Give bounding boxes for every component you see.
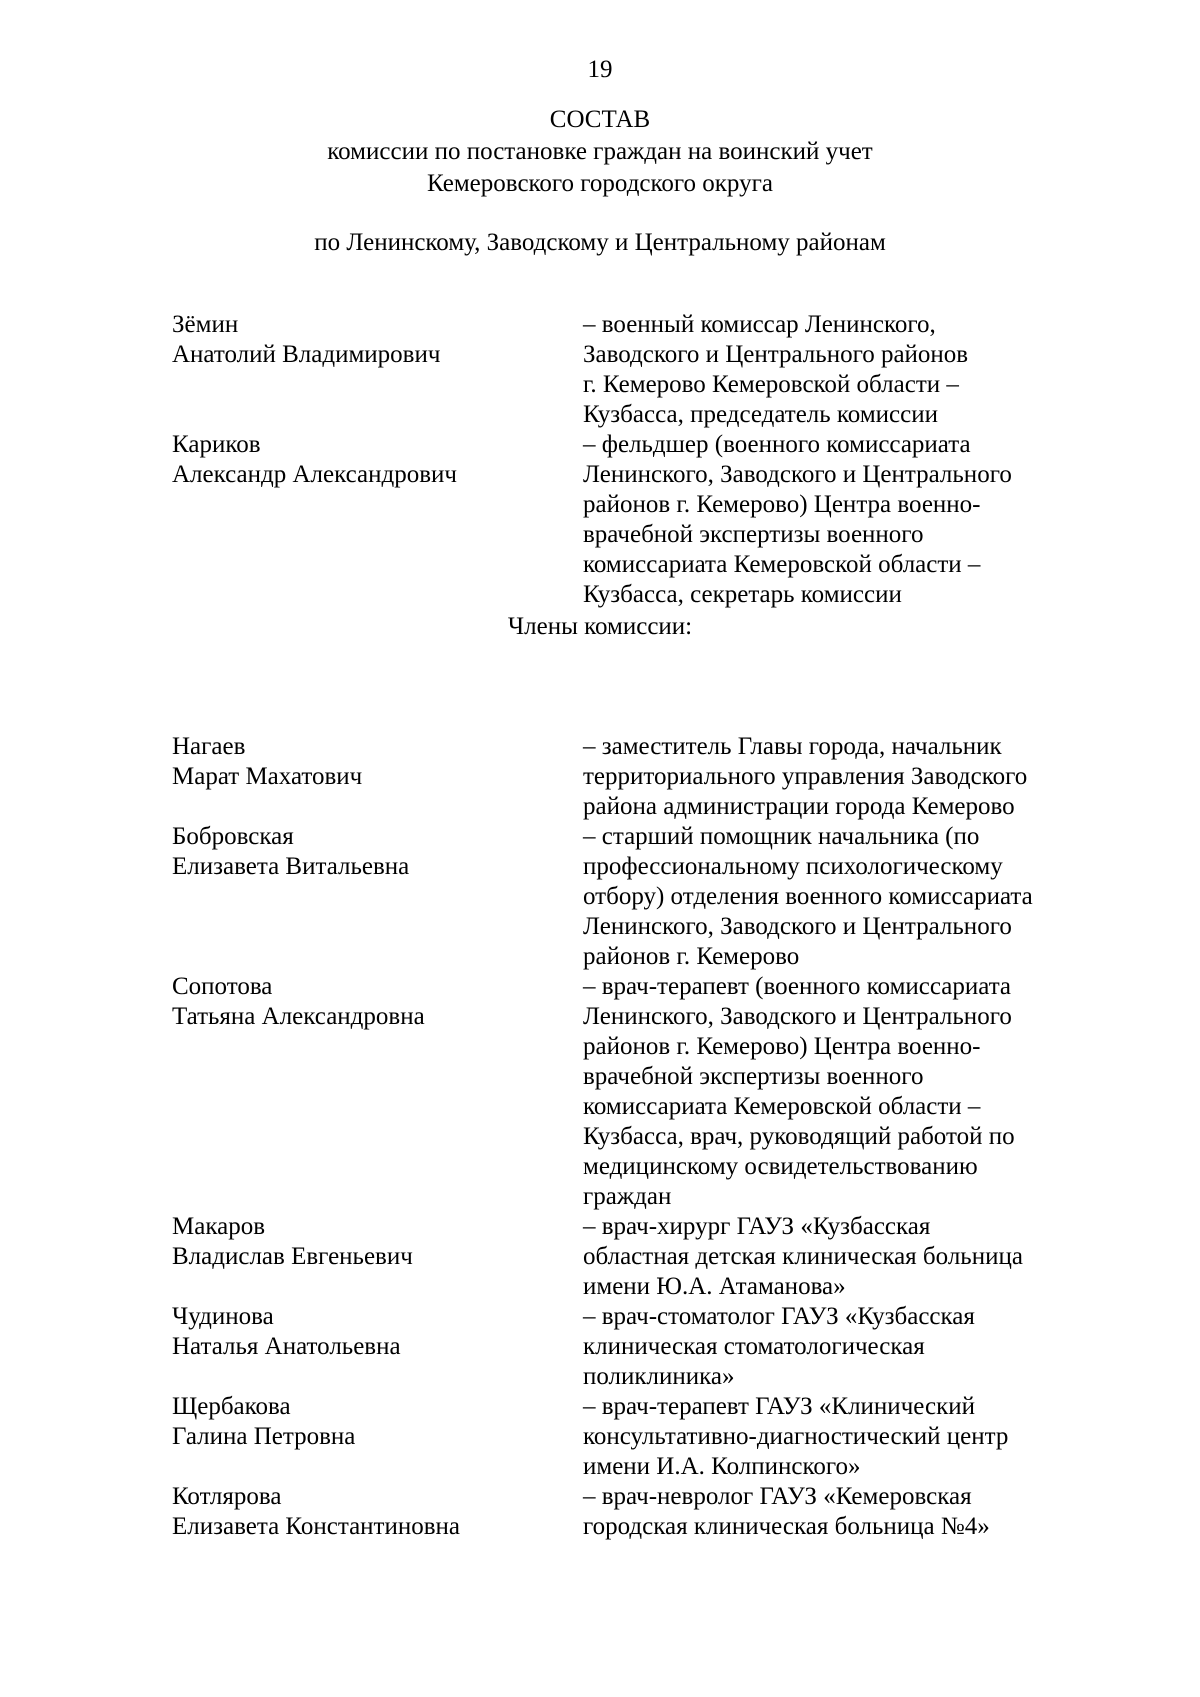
- person-role: [583, 1482, 1132, 1542]
- person-given-names: Елизавета Константиновна: [172, 1513, 461, 1540]
- role-line: клиническая стоматологическая: [583, 1333, 925, 1360]
- person-surname: Бобровская: [172, 823, 294, 850]
- person-entry: [172, 822, 1132, 972]
- person-entry: [172, 1212, 1132, 1302]
- person-role: [583, 1212, 1132, 1302]
- page-number: 19: [587, 56, 613, 83]
- person-role: [583, 310, 1132, 430]
- person-entry: [172, 972, 1132, 1212]
- role-line: – военный комиссар Ленинского,: [583, 311, 936, 338]
- role-line: граждан: [583, 1183, 672, 1210]
- person-name: [172, 1212, 583, 1302]
- person-role: [583, 430, 1132, 610]
- person-given-names: Галина Петровна: [172, 1423, 356, 1450]
- heading-line-3: Кемеровского городского округа: [427, 170, 773, 197]
- role-line: территориального управления Заводского: [583, 763, 1028, 790]
- person-surname: Щербакова: [172, 1393, 291, 1420]
- person-surname: Зёмин: [172, 311, 239, 338]
- person-given-names: Марат Махатович: [172, 763, 363, 790]
- role-line: – врач-стоматолог ГАУЗ «Кузбасская: [583, 1303, 975, 1330]
- role-line: Кузбасса, председатель комиссии: [583, 401, 938, 428]
- role-line: Кузбасса, врач, руководящий работой по: [583, 1123, 1015, 1150]
- role-line: – врач-невролог ГАУЗ «Кемеровская: [583, 1483, 972, 1510]
- role-line: Ленинского, Заводского и Центрального: [583, 461, 1012, 488]
- person-name: [172, 972, 583, 1212]
- person-given-names: Анатолий Владимирович: [172, 341, 441, 368]
- person-name: [172, 430, 583, 610]
- person-name: [172, 732, 583, 822]
- role-line: врачебной экспертизы военного: [583, 521, 924, 548]
- role-line: комиссариата Кемеровской области –: [583, 551, 981, 578]
- role-line: имени И.А. Колпинского»: [583, 1453, 861, 1480]
- role-line: Ленинского, Заводского и Центрального: [583, 913, 1012, 940]
- members-heading: Члены комиссии:: [507, 613, 693, 640]
- leadership-list: [172, 310, 1132, 610]
- role-line: – врач-терапевт (военного комиссариата: [583, 973, 1012, 1000]
- person-entry: [172, 310, 1132, 430]
- role-line: комиссариата Кемеровской области –: [583, 1093, 981, 1120]
- document-heading: [0, 104, 1200, 200]
- role-line: консультативно-диагностический центр: [583, 1423, 1009, 1450]
- person-name: [172, 1392, 583, 1482]
- person-entry: [172, 732, 1132, 822]
- role-line: – фельдшер (военного комиссариата: [583, 431, 971, 458]
- role-line: Заводского и Центрального районов: [583, 341, 969, 368]
- role-line: отбору) отделения военного комиссариата: [583, 883, 1033, 910]
- person-surname: Кариков: [172, 431, 261, 458]
- role-line: района администрации города Кемерово: [583, 793, 1015, 820]
- person-role: [583, 1392, 1132, 1482]
- person-given-names: Александр Александрович: [172, 461, 457, 488]
- role-line: – врач-хирург ГАУЗ «Кузбасская: [583, 1213, 931, 1240]
- role-line: – старший помощник начальника (по: [583, 823, 980, 850]
- person-surname: Чудинова: [172, 1303, 274, 1330]
- heading-line-2: комиссии по постановке граждан на воинский учет: [327, 138, 873, 165]
- role-line: – заместитель Главы города, начальник: [583, 733, 1002, 760]
- person-name: [172, 310, 583, 430]
- person-role: [583, 822, 1132, 972]
- role-line: областная детская клиническая больница: [583, 1243, 1023, 1270]
- person-entry: [172, 1302, 1132, 1392]
- person-entry: [172, 1392, 1132, 1482]
- person-surname: Сопотова: [172, 973, 273, 1000]
- person-given-names: Татьяна Александровна: [172, 1003, 425, 1030]
- person-name: [172, 1482, 583, 1542]
- role-line: Кузбасса, секретарь комиссии: [583, 581, 902, 608]
- person-surname: Нагаев: [172, 733, 246, 760]
- person-given-names: Владислав Евгеньевич: [172, 1243, 413, 1270]
- role-line: поликлиника»: [583, 1363, 735, 1390]
- role-line: – врач-терапевт ГАУЗ «Клинический: [583, 1393, 975, 1420]
- person-name: [172, 822, 583, 972]
- person-role: [583, 732, 1132, 822]
- person-given-names: Наталья Анатольевна: [172, 1333, 401, 1360]
- role-line: районов г. Кемерово: [583, 943, 800, 970]
- person-role: [583, 1302, 1132, 1392]
- role-line: профессиональному психологическому: [583, 853, 1003, 880]
- role-line: районов г. Кемерово) Центра военно-: [583, 1033, 981, 1060]
- person-given-names: Елизавета Витальевна: [172, 853, 410, 880]
- role-line: врачебной экспертизы военного: [583, 1063, 924, 1090]
- person-entry: [172, 1482, 1132, 1542]
- districts-subheading: по Ленинскому, Заводскому и Центральному районам: [314, 229, 886, 256]
- role-line: районов г. Кемерово) Центра военно-: [583, 491, 981, 518]
- role-line: имени Ю.А. Атаманова»: [583, 1273, 846, 1300]
- person-role: [583, 972, 1132, 1212]
- role-line: Ленинского, Заводского и Центрального: [583, 1003, 1012, 1030]
- members-list: [172, 732, 1132, 1542]
- role-line: городская клиническая больница №4»: [583, 1513, 990, 1540]
- role-line: медицинскому освидетельствованию: [583, 1153, 978, 1180]
- heading-title: СОСТАВ: [549, 106, 651, 133]
- person-name: [172, 1302, 583, 1392]
- person-entry: [172, 430, 1132, 610]
- role-line: г. Кемерово Кемеровской области –: [583, 371, 959, 398]
- person-surname: Котлярова: [172, 1483, 282, 1510]
- person-surname: Макаров: [172, 1213, 265, 1240]
